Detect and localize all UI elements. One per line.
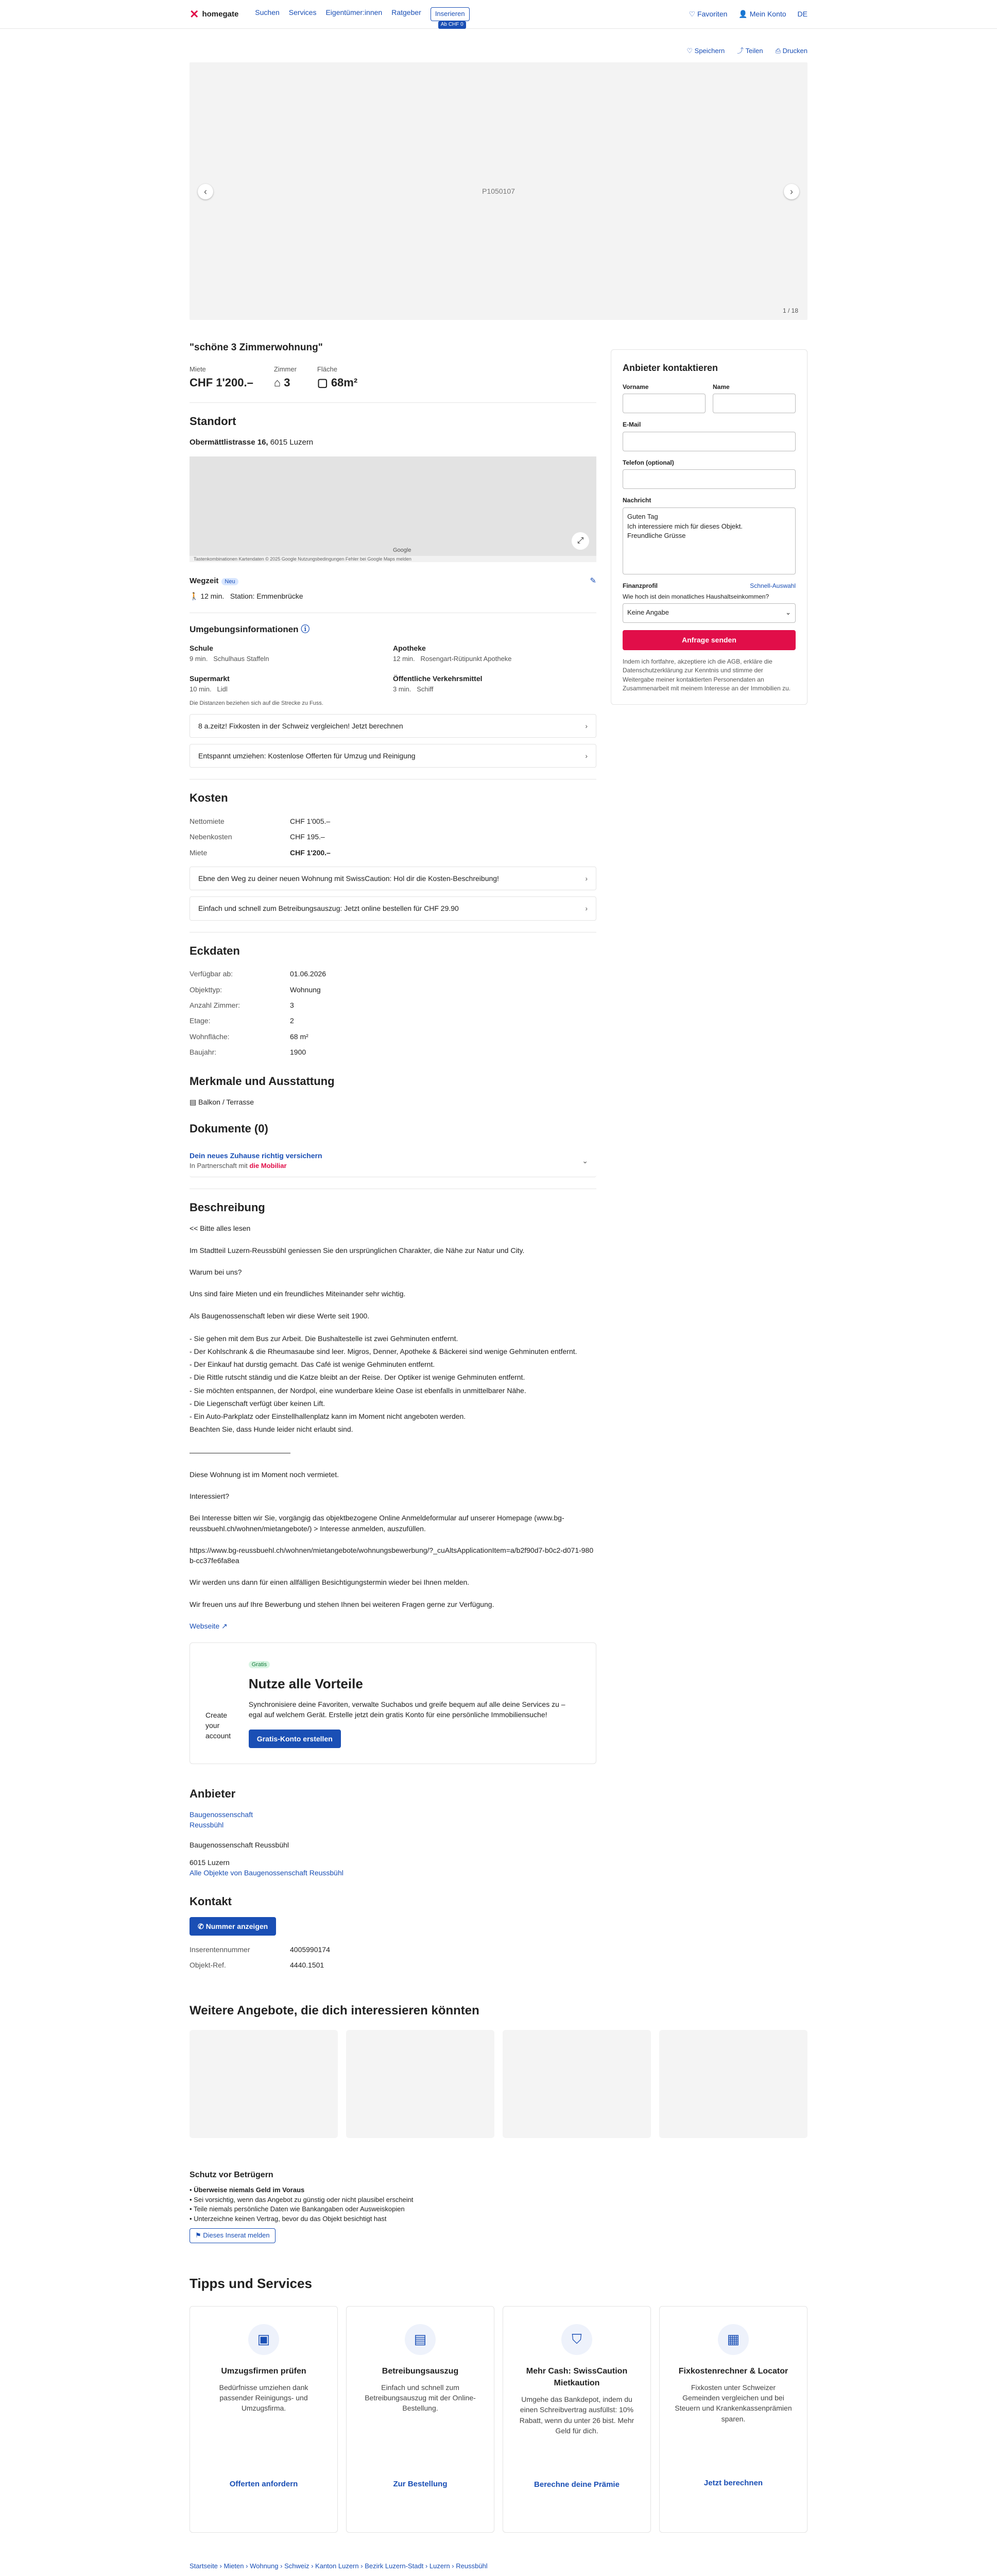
tip-title: Betreibungsauszug: [382, 2366, 459, 2376]
insurance-partner-label: In Partnerschaft mit: [190, 1161, 248, 1170]
school-info: [190, 643, 393, 664]
swisscaution-banner-text: Ebne den Weg zu deiner neuen Wohnung mit SwissCaution: Hol dir die Kosten-Beschreibung!: [198, 874, 499, 883]
feature-item: [190, 1097, 596, 1107]
walk-icon: 🚶: [190, 591, 201, 600]
location-heading: Standort: [190, 415, 236, 428]
gallery-prev-icon[interactable]: ‹: [198, 184, 213, 199]
advertiser-name: Baugenossenschaft Reussbühl: [190, 1840, 289, 1849]
chevron-down-icon: ⌄: [582, 1156, 588, 1165]
tip-card: [346, 2306, 494, 2533]
table-row: [190, 997, 326, 1013]
pharmacy-name: Rosengart-Rütipunkt Apotheke: [420, 655, 512, 663]
area-fact: [317, 365, 357, 391]
contact-value: 4440.1501: [290, 1961, 324, 1970]
logo-text: homegate: [202, 9, 239, 19]
breadcrumb-item[interactable]: Mieten: [224, 2562, 244, 2570]
description-paragraph: https://www.bg-reussbuehl.ch/wohnen/mietangebote/wohnungsbewerbung/?_cuAltsApplicationItem=a/b2f90d7-b0c2-d071-980b-cc37fe6fa8ea: [190, 1546, 594, 1565]
report-listing-button[interactable]: [190, 2228, 276, 2243]
favorites-label: Favoriten: [697, 10, 728, 19]
cost-label: Nettomiete: [190, 817, 225, 826]
breadcrumb-item[interactable]: Startseite: [190, 2562, 218, 2570]
detail-value: 68 m²: [290, 1032, 308, 1041]
account-link[interactable]: [738, 9, 786, 19]
address-street: Obermättlistrasse 16,: [190, 438, 268, 447]
route-destination: Station: Emmenbrücke: [230, 591, 303, 600]
home-icon: ⌂: [273, 376, 284, 389]
finance-label: Finanzprofil: [623, 582, 658, 589]
promo-text: Synchronisiere deine Favoriten, verwalte Suchabos und greife bequem auf alle deine Services zu – egal auf welchem Gerät. Erstelle jetzt dein gratis Konto für eine persönliche Immobiliensuche!: [248, 1700, 565, 1719]
report-label: Dieses Inserat melden: [203, 2231, 270, 2240]
rent-fact: [190, 365, 253, 391]
chevron-right-icon: ›: [585, 904, 588, 913]
location-section: [190, 402, 596, 601]
nav-owners[interactable]: Eigentümer:innen: [325, 8, 383, 17]
tip-link[interactable]: Jetzt berechnen: [703, 2478, 763, 2487]
tips-heading: Tipps und Services: [190, 2275, 312, 2291]
market-info: [190, 673, 393, 694]
table-row: [190, 1029, 326, 1044]
email-label: E-Mail: [623, 421, 641, 429]
chevron-right-icon: ›: [585, 874, 588, 883]
debt-record-banner[interactable]: [190, 896, 596, 920]
firstname-label: Vorname: [623, 383, 649, 391]
swisscaution-banner[interactable]: [190, 867, 596, 890]
insurance-title: Dein neues Zuhause richtig versichern: [190, 1151, 322, 1160]
list-item: • Unterzeichne keinen Vertrag, bevor du das Objekt besichtigt hast: [190, 2215, 387, 2223]
contact-label: Objekt-Ref.: [190, 1961, 226, 1970]
advertiser-link[interactable]: Baugenossenschaft Reussbühl: [190, 1810, 253, 1829]
details-section: [190, 932, 596, 1178]
description-paragraph: Uns sind faire Mieten und ein freundliches Miteinander sehr wichtig.: [190, 1290, 406, 1298]
tip-card: [503, 2306, 651, 2533]
insert-badge: Ab CHF 0: [438, 21, 466, 29]
nav-search[interactable]: Suchen: [255, 8, 280, 17]
external-link-icon: ↗: [221, 1621, 228, 1630]
phone-icon: ✆: [198, 1922, 206, 1930]
table-row: [190, 1957, 330, 1973]
income-question: Wie hoch ist dein monatliches Haushaltseinkommen?: [623, 593, 769, 601]
recommendation-card[interactable]: [346, 2030, 494, 2138]
gallery-image-id: P1050107: [482, 187, 515, 195]
tip-card: [190, 2306, 338, 2533]
cost-value: CHF 195.–: [290, 833, 325, 841]
advertiser-heading: Anbieter: [190, 1787, 236, 1801]
print-button[interactable]: ⎙ Drucken: [775, 47, 807, 55]
area-icon: ▢: [317, 376, 331, 389]
debt-record-banner-text: Einfach und schnell zum Betreibungsauszug: Jetzt online bestellen für CHF 29.90: [198, 904, 459, 913]
detail-value: 01.06.2026: [290, 970, 326, 978]
tip-text: Bedürfnisse umziehen dank passender Reinigungs- und Umzugsfirma.: [219, 2383, 308, 2413]
features-heading: Merkmale und Ausstattung: [190, 1075, 335, 1088]
documents-heading: Dokumente (0): [190, 1122, 268, 1136]
gallery-counter: 1 / 18: [782, 307, 798, 315]
map-icon: ▦: [718, 2324, 749, 2355]
fraud-item: Teile niemals persönliche Daten wie Bankangaben oder Ausweiskopien: [193, 2205, 405, 2213]
cost-value: CHF 1'200.–: [290, 848, 331, 857]
contact-label: Inserentennummer: [190, 1945, 250, 1954]
rent-label: Miete: [190, 365, 206, 374]
breadcrumb-item[interactable]: Wohnung: [250, 2562, 279, 2570]
print-label: Drucken: [782, 47, 807, 55]
address: [190, 437, 596, 448]
listing-main: [190, 341, 596, 1973]
table-row: [190, 1044, 326, 1060]
shield-icon: ⛉: [561, 2324, 592, 2355]
table-row: [190, 814, 331, 829]
contact-form: [611, 349, 807, 705]
market-label: Supermarkt: [190, 674, 230, 683]
transit-name: Schiff: [417, 685, 434, 693]
breadcrumb-item[interactable]: Kanton Luzern: [315, 2562, 359, 2570]
box-icon: ▣: [248, 2324, 279, 2355]
table-row: [190, 982, 326, 997]
fixcost-banner-text: 8 a.zeitz! Fixkosten in der Schweiz vergleichen! Jetzt berechnen: [198, 721, 403, 730]
main-nav: [255, 7, 469, 28]
firstname-field[interactable]: [623, 394, 706, 413]
mobiliar-logo: die Mobiliar: [249, 1161, 287, 1170]
detail-label: Objekttyp:: [190, 985, 222, 994]
map[interactable]: [190, 456, 596, 562]
lastname-label: Name: [713, 383, 730, 391]
school-label: Schule: [190, 644, 213, 653]
details-heading: Eckdaten: [190, 944, 240, 957]
route-title: Wegzeit: [190, 576, 219, 585]
school-name: Schulhaus Staffeln: [213, 655, 269, 663]
pharmacy-time: 12 min.: [393, 655, 415, 663]
income-select[interactable]: [623, 603, 796, 623]
edit-route-icon[interactable]: ✎: [590, 576, 596, 585]
chevron-right-icon: ›: [585, 721, 588, 730]
table-row: [190, 966, 326, 981]
contact-value: 4005990174: [290, 1945, 330, 1954]
school-time: 9 min.: [190, 655, 208, 663]
detail-value: 2: [290, 1016, 294, 1025]
advertiser-section: [190, 1775, 596, 1973]
nav-services[interactable]: Services: [288, 8, 317, 17]
map-google-logo: Google: [393, 547, 411, 553]
table-row: [190, 1942, 330, 1957]
page-content: [190, 29, 807, 2571]
description-paragraph: - Sie gehen mit dem Bus zur Arbeit. Die Bushaltestelle ist zwei Gehminuten entfernt. - Der Kohlschrank & die Rheumasaube sind leer. Migros, Denner, Apotheke & Bäckerei sind wenige Gehminuten entfernt. - Der Einkauf hat durstig gemacht. Das Café ist wenige Gehminuten entfernt. - Die Rittle rutscht ständig und die Katze bleibt an der Reise. Der Optiker ist wenige Gehminuten entfernt. - Sie möchten entspannen, der Nordpol, eine wunderbare kleine Oase ist ebenfalls in unmittelbarer Nähe. - Die Liegenschaft verfügt über keinen Lift. - Ein Auto-Parkplatz oder Einstellhallenplatz kann im Moment nicht angeboten werden. Beachten Sie, dass Hunde leider nicht erlaubt sind.: [190, 1334, 577, 1434]
map-caption: Tastenkombinationen Kartendaten © 2025 Google Nutzungsbedingungen Fehler bei Google Maps melden: [190, 556, 596, 562]
website-link[interactable]: [190, 1622, 228, 1630]
save-label: Speichern: [694, 47, 725, 55]
insurance-text: [190, 1150, 322, 1171]
document-icon: ▤: [405, 2324, 436, 2355]
nav-guide[interactable]: Ratgeber: [391, 8, 421, 17]
heart-icon: ♡: [689, 10, 698, 19]
photo-gallery[interactable]: [190, 62, 807, 320]
market-name: Lidl: [217, 685, 228, 693]
costs-section: [190, 779, 596, 920]
recommendation-card[interactable]: [659, 2030, 807, 2138]
tip-title: Umzugsfirmen prüfen: [221, 2366, 306, 2376]
contact-heading: Kontakt: [190, 1894, 232, 1908]
fraud-item: Überweise niemals Geld im Voraus: [194, 2185, 305, 2194]
chevron-down-icon: ⌄: [785, 608, 791, 617]
description-paragraph: Im Stadtteil Luzern-Reussbühl geniessen Sie den ursprünglichen Charakter, die Nähe zur Natur und City.: [190, 1246, 525, 1255]
rent-value: CHF 1'200.–: [190, 376, 253, 389]
advertiser-city: 6015 Luzern: [190, 1858, 230, 1867]
route-new-badge: Neu: [221, 578, 238, 585]
description-paragraph: Bei Interesse bitten wir Sie, vorgängig das objektbezogene Online Anmeldeformular auf unserer Homepage (www.bg-reussbuehl.ch/wohnen/mietangebote/) > Interesse anmelden, auszufüllen.: [190, 1514, 564, 1533]
listing-title: "schöne 3 Zimmerwohnung": [190, 342, 323, 353]
fraud-item: Sei vorsichtig, wenn das Angebot zu günstig oder nicht plausibel erscheint: [194, 2195, 414, 2204]
show-number-button[interactable]: [190, 1917, 276, 1936]
tip-link[interactable]: Berechne deine Prämie: [534, 2480, 620, 2489]
fraud-section: [190, 2169, 807, 2243]
name-row: [623, 383, 796, 420]
key-facts: [190, 365, 596, 391]
breadcrumb-item[interactable]: Schweiz: [284, 2562, 310, 2570]
description-section: [190, 1189, 596, 1632]
description-paragraph: Interessiert?: [190, 1492, 230, 1500]
promo-badge: Gratis: [249, 1661, 270, 1668]
description-paragraph: Diese Wohnung ist im Moment noch vermietet.: [190, 1470, 339, 1479]
description-paragraph: Als Baugenossenschaft leben wir diese Werte seit 1900.: [190, 1311, 370, 1320]
tip-link[interactable]: Offerten anfordern: [229, 2479, 298, 2488]
tip-text: Einfach und schnell zum Betreibungsauszug mit der Online-Bestellung.: [365, 2383, 476, 2413]
description-paragraph: Wir werden uns dann für einen allfälligen Besichtigungstermin wieder bei Ihnen melden.: [190, 1578, 470, 1587]
contact-table: [190, 1942, 330, 1973]
all-listings-link[interactable]: Alle Objekte von Baugenossenschaft Reussbühl: [190, 1869, 343, 1877]
detail-label: Anzahl Zimmer:: [190, 1001, 240, 1010]
email-field[interactable]: [623, 432, 796, 451]
description-paragraph: Wir freuen uns auf Ihre Bewerbung und stehen Ihnen bei weiteren Fragen gerne zur Verfügung.: [190, 1600, 494, 1608]
transit-label: Öffentliche Verkehrsmittel: [393, 674, 483, 683]
detail-label: Baujahr:: [190, 1047, 217, 1056]
details-table: [190, 966, 326, 1060]
account-label: Mein Konto: [749, 10, 786, 19]
message-label: Nachricht: [623, 497, 651, 504]
message-field[interactable]: Guten Tag Ich interessiere mich für dieses Objekt. Freundliche Grüsse: [623, 507, 796, 574]
recommendation-cards: [190, 2030, 807, 2138]
share-button[interactable]: ⤴ Teilen: [737, 47, 763, 55]
insert-label: Inserieren: [435, 10, 465, 18]
listing-actions: [190, 29, 807, 62]
cost-value: CHF 1'005.–: [290, 817, 331, 826]
description-paragraph: << Bitte alles lesen: [190, 1224, 251, 1233]
cost-label: Miete: [190, 848, 208, 857]
breadcrumb-item[interactable]: Luzern: [429, 2562, 450, 2570]
rooms-label: Zimmer: [273, 365, 297, 374]
area-value: 68m²: [331, 376, 358, 389]
environment-section: [190, 613, 596, 768]
description-heading: Beschreibung: [190, 1201, 265, 1214]
tip-text: Fixkosten unter Schweizer Gemeinden vergleichen und bei Steuern und Krankenkassenprämien sparen.: [675, 2383, 792, 2423]
detail-label: Etage:: [190, 1016, 211, 1025]
rooms-fact: [274, 365, 297, 391]
show-number-label: Nummer anzeigen: [205, 1922, 268, 1930]
phone-label: Telefon (optional): [623, 459, 674, 466]
info-icon[interactable]: ⓘ: [301, 624, 310, 634]
rooms-value: 3: [284, 376, 290, 389]
list-item: • Sei vorsichtig, wenn das Angebot zu günstig oder nicht plausibel erscheint: [190, 2195, 414, 2204]
logo-mark-icon: ✕: [190, 7, 199, 21]
moving-banner-text: Entspannt umziehen: Kostenlose Offerten für Umzug und Reinigung: [198, 751, 416, 760]
phone-field[interactable]: [623, 469, 796, 489]
costs-table: [190, 814, 331, 860]
tip-title: Mehr Cash: SwissCaution Mietkaution: [526, 2366, 628, 2387]
detail-label: Wohnfläche:: [190, 1032, 230, 1041]
finance-row: [623, 582, 796, 592]
homegate-logo[interactable]: [190, 6, 238, 23]
list-item: • Überweise niemals Geld im Voraus: [190, 2185, 305, 2194]
promo-title: Nutze alle Vorteile: [248, 1676, 363, 1692]
finance-quick-link[interactable]: Schnell-Auswahl: [750, 582, 796, 589]
chevron-right-icon: ›: [585, 751, 588, 760]
env-row-2: [190, 673, 596, 694]
gallery-next-icon[interactable]: ›: [784, 184, 799, 199]
fixcost-banner[interactable]: [190, 714, 596, 738]
lastname-group: [713, 383, 796, 420]
breadcrumb: Startseite › Mieten › Wohnung › Schweiz › Kanton Luzern › Bezirk Luzern-Stadt › Luzern › Reussbühl: [190, 2562, 488, 2570]
distance-note: Die Distanzen beziehen sich auf die Strecke zu Fuss.: [190, 700, 323, 706]
tip-text: Umgehe das Bankdepot, indem du einen Schreibvertrag ausfüllst: 10% Rabatt, wenn du unter 26 bist. Mehr Geld für dich.: [519, 2395, 634, 2435]
insurance-accordion[interactable]: [190, 1144, 596, 1177]
recommendations-section: [190, 2002, 807, 2139]
website-label: Webseite: [190, 1621, 220, 1630]
flag-icon: ⚑: [195, 2231, 203, 2240]
tip-link[interactable]: Zur Bestellung: [393, 2479, 448, 2488]
recommendations-heading: Weitere Angebote, die dich interessieren könnten: [190, 2003, 479, 2018]
insert-button[interactable]: [431, 7, 470, 28]
expand-map-icon[interactable]: ⤢: [572, 532, 589, 550]
share-label: Teilen: [745, 47, 763, 55]
cost-label: Nebenkosten: [190, 833, 232, 841]
pharmacy-label: Apotheke: [393, 644, 426, 653]
account-promo: [190, 1642, 596, 1764]
submit-button[interactable]: Anfrage senden: [623, 630, 796, 650]
balcony-icon: ▤: [190, 1098, 199, 1107]
description-divider: ——————————————: [190, 1448, 290, 1457]
table-row: [190, 1013, 326, 1028]
tips-cards: [190, 2306, 807, 2533]
detail-value: 3: [290, 1001, 294, 1010]
environment-heading-text: Umgebungsinformationen: [190, 624, 299, 634]
lastname-field[interactable]: [713, 394, 796, 413]
transit-info: [393, 673, 596, 694]
address-city: 6015 Luzern: [270, 438, 314, 447]
contact-form-title: Anbieter kontaktieren: [623, 363, 718, 373]
list-item: • Teile niemals persönliche Daten wie Bankangaben oder Ausweiskopien: [190, 2205, 405, 2213]
environment-heading: [190, 623, 596, 636]
breadcrumb-item[interactable]: Reussbühl: [456, 2562, 488, 2570]
detail-label: Verfügbar ab:: [190, 970, 233, 978]
market-time: 10 min.: [190, 685, 212, 693]
route-title-group: [190, 575, 238, 587]
promo-content: [249, 1658, 580, 1748]
moving-banner[interactable]: [190, 744, 596, 768]
fraud-item: Unterzeichne keinen Vertrag, bevor du das Objekt besichtigt hast: [194, 2215, 387, 2223]
top-header: [0, 0, 997, 29]
legal-text: Indem ich fortfahre, akzeptiere ich die AGB, erkläre die Datenschutzerklärung zur Kenntnis und stimme der Weitergabe meiner kontaktierten Personendaten an Zusammenarbeit mit meinem Interesse an der Immobilien zu.: [623, 657, 791, 692]
recommendation-card[interactable]: [190, 2030, 338, 2138]
firstname-group: [623, 383, 706, 420]
area-label: Fläche: [317, 365, 337, 374]
header-right: [689, 9, 807, 19]
tips-section: [190, 2274, 807, 2533]
breadcrumb-item[interactable]: Bezirk Luzern-Stadt: [365, 2562, 424, 2570]
feature-label: Balkon / Terrasse: [198, 1098, 254, 1107]
save-button[interactable]: ♡ Speichern: [686, 47, 725, 55]
fraud-heading: Schutz vor Betrügern: [190, 2171, 273, 2180]
favorites-link[interactable]: [689, 9, 728, 19]
transit-time: 3 min.: [393, 685, 411, 693]
table-row: [190, 829, 331, 844]
tip-title: Fixkostenrechner & Locator: [678, 2366, 788, 2376]
recommendation-card[interactable]: [503, 2030, 651, 2138]
create-account-button[interactable]: Gratis-Konto erstellen: [249, 1730, 341, 1748]
pharmacy-info: [393, 643, 596, 664]
promo-illustration: Create your account: [205, 1710, 231, 1740]
language-select[interactable]: DE: [797, 10, 807, 19]
costs-heading: Kosten: [190, 791, 228, 805]
route-header: [190, 575, 596, 587]
route-time: 12 min.: [200, 591, 225, 600]
detail-value: 1900: [290, 1047, 306, 1056]
user-icon: 👤: [738, 10, 750, 19]
route-info: [190, 591, 596, 601]
description-paragraph: Warum bei uns?: [190, 1267, 242, 1276]
tip-card: [659, 2306, 807, 2533]
income-value: Keine Angabe: [627, 608, 669, 617]
detail-value: Wohnung: [290, 985, 321, 994]
env-row-1: [190, 643, 596, 664]
table-row: [190, 845, 331, 860]
